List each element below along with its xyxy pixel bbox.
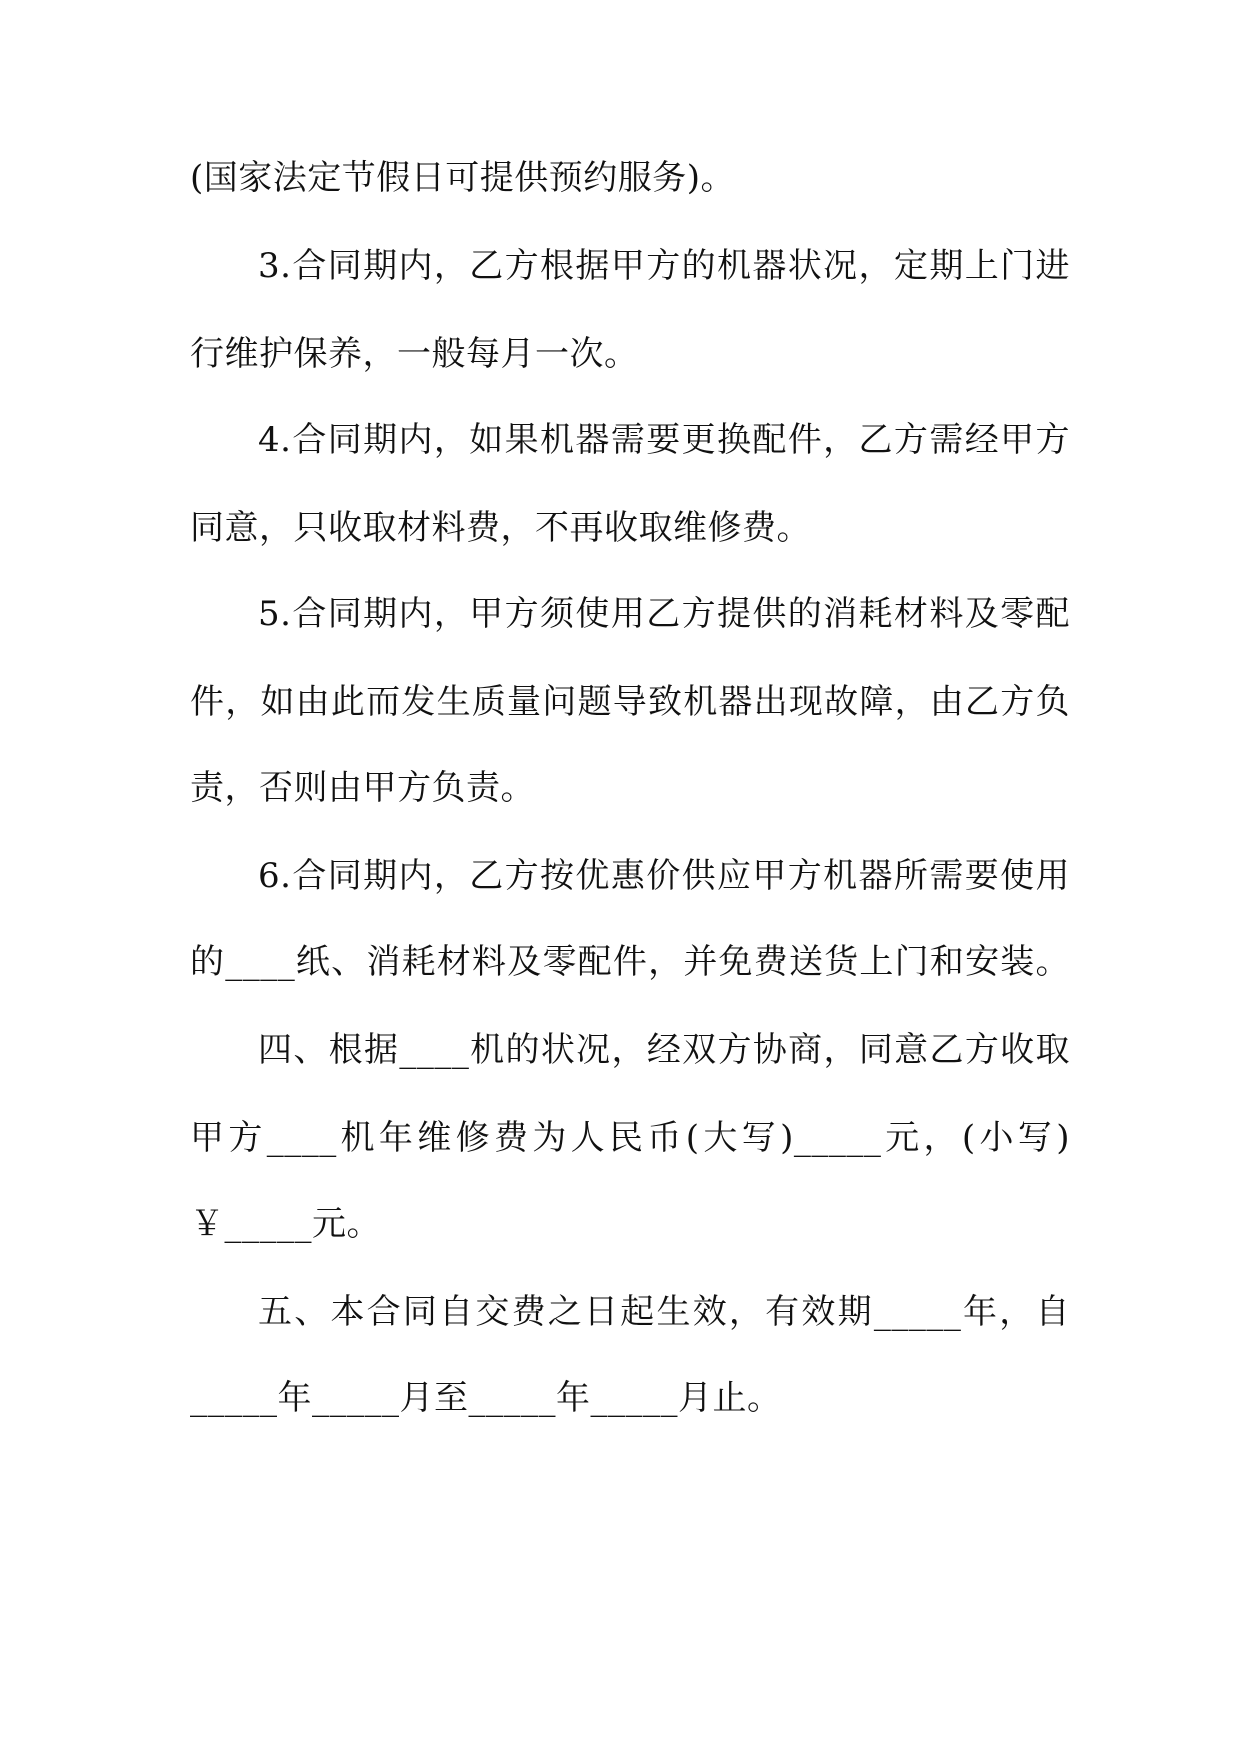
clause-6-line: 6.合同期内，乙方按优惠价供应甲方机器所需要使用 (258, 856, 1070, 896)
clause-3-line: 3.合同期内，乙方根据甲方的机器状况，定期上门进 (258, 246, 1070, 286)
text-line: 件，如由此而发生质量问题导致机器出现故障，由乙方负 (190, 682, 1070, 722)
text-line: 甲方____机年维修费为人民币(大写)_____元，(小写) (190, 1118, 1070, 1158)
text-line: 责，否则由甲方负责。 (190, 768, 535, 808)
text-line: 的____纸、消耗材料及零配件，并免费送货上门和安装。 (190, 942, 1070, 982)
text-line: _____年_____月至_____年_____月止。 (190, 1378, 782, 1418)
text-line: 行维护保养，一般每月一次。 (190, 334, 639, 374)
clause-five-line: 五、本合同自交费之日起生效，有效期_____年，自 (258, 1292, 1070, 1332)
clause-5-line: 5.合同期内，甲方须使用乙方提供的消耗材料及零配 (258, 594, 1070, 634)
text-line: ￥_____元。 (190, 1204, 381, 1244)
clause-four-line: 四、根据____机的状况，经双方协商，同意乙方收取 (258, 1030, 1070, 1070)
text-line: (国家法定节假日可提供预约服务)。 (190, 158, 736, 198)
text-line: 同意，只收取材料费，不再收取维修费。 (190, 508, 811, 548)
clause-4-line: 4.合同期内，如果机器需要更换配件，乙方需经甲方 (258, 420, 1070, 460)
